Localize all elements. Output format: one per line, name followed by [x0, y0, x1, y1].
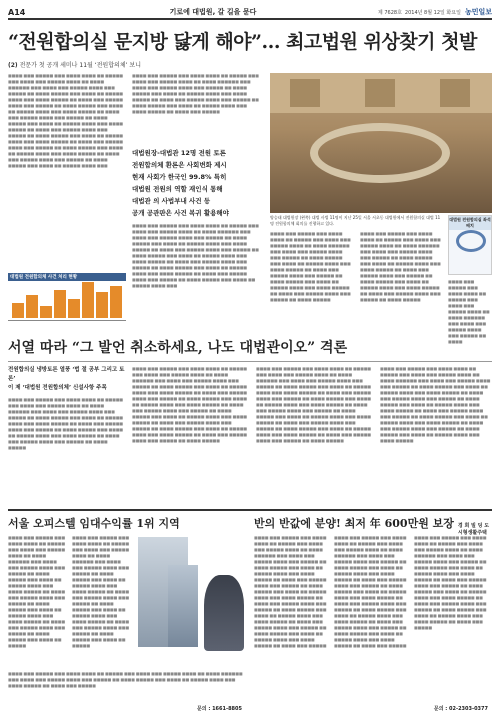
ad-left-footer-text: ■■■■ ■■■ ■■■■■ ■■■ ■■■■ ■■■■ ■■ ■■■■■ ■■■ ■■■■ ■■■ ■■■■■ ■■■■ ■■ ■■■■ ■■■■■■ ■■■ ■■■■ ■■■ ■■■■■ ■■■■ ■■■ ■■■■■ ■■ ■■■■ ■■■■■ ■■■ ■■■■ ■■ ■■■■■ ■■■■ ■■■ ■■■■ ■■■■■ ■■ ■■■■ ■■■ ■■■■■ [8, 671, 243, 688]
seating-diagram [448, 215, 492, 275]
photo-panel [440, 79, 470, 107]
main-headline: “전원합의실 문지방 닳게 해야”… 최고법원 위상찾기 첫발 [8, 31, 477, 53]
chart-bar [110, 286, 122, 318]
subhead-text: 전문가 첫 공개 세미나 11월 ‘전원합의체’ 보니 [19, 62, 142, 69]
ad-left [8, 515, 246, 715]
ad-model-photo [204, 575, 244, 651]
page-number: A14 [8, 7, 26, 17]
issue-number: 제 7628호 [377, 9, 402, 16]
pull-quote-line: 전원합의체 환론은 사회변화 제시 [132, 161, 227, 169]
ad-right-phone: 문의 : 02-2303-0377 [433, 706, 488, 712]
second-article-col-3: ■■■■ ■■■ ■■■■■ ■■■ ■■■■ ■■■■ ■■ ■■■■■ ■■■ ■■■■ ■■■ ■■■■■ ■■■■ ■■ ■■■■ ■■■■■■ ■■■ ■■■■ ■■■ ■■■■■ ■■■■ ■■■ ■■■■■ ■■ ■■■■ ■■■■■ ■■■ ■■■■ ■■ ■■■■■ ■■■■ ■■■ ■■■■ ■■■■■ ■■ ■■■■ ■■■ ■■■■■ ■■■■ ■■■ ■■■■■ ■■ ■■■■ ■■■■■ ■■■ ■■■■ ■■ ■■■■■ ■■■■ ■■■ ■■■■ ■■■■■ ■■ ■■■■ ■■■ ■■■■■ ■■■■ ■■■ ■■■■■ ■■ ■■■■ ■■■■■ ■■■ ■■■■ ■■ ■■■■■ ■■■■ ■■■ ■■■■ ■■■■■ ■■ ■■■■ ■■■ ■■■■■ ■■■■ ■■■ ■■■■■ ■■ ■■■■ ■■■■■ ■■■ ■■■■ ■■ ■■■■■ ■■■■ ■■■ ■■■■ ■■■■■ ■■ ■■■■ ■■■ ■■■■■ ■■■■ ■■■ ■■■■■ ■■ ■■■■ ■■■■■ [256, 366, 371, 443]
body-column-4: ■■■■ ■■■ ■■■■■ ■■■ ■■■■ ■■■■ ■■ ■■■■■ ■■■ ■■■■ ■■■ ■■■■■ ■■■■ ■■ ■■■■ ■■■■■■ ■■■ ■■■■ ■■■ ■■■■■ ■■■■ ■■■ ■■■■■ ■■ ■■■■ ■■■■■ ■■■ ■■■■ ■■ ■■■■■ ■■■■ ■■■ ■■■■ ■■■■■ ■■ ■■■■ ■■■ ■■■■■ ■■■■ ■■■ ■■■■■ ■■ ■■■■ ■■■■■ ■■■ ■■■■ ■■ ■■■■■ ■■■■ ■■■ ■■■■ ■■■■■ ■■ ■■■■ ■■■ ■■■■■ ■■■■ ■■■ ■■■■■ ■■ ■■■■ ■■■■■ [360, 231, 441, 302]
photo-round-table [310, 123, 450, 183]
pull-quote-line: 대법원장-대법관 12명 전원 토론 [132, 149, 226, 157]
chart-bars [8, 281, 126, 321]
ad-left-col-2: ■■■■ ■■■ ■■■■■ ■■■ ■■■■ ■■■■ ■■ ■■■■■ ■■■ ■■■■ ■■■ ■■■■■ ■■■■ ■■ ■■■■ ■■■■■■ ■■■ ■■■■ ■■■ ■■■■■ ■■■■ ■■■ ■■■■■ ■■ ■■■■ ■■■■■ ■■■ ■■■■ ■■ ■■■■■ ■■■■ ■■■ ■■■■ ■■■■■ ■■ ■■■■ ■■■ ■■■■■ ■■■■ ■■■ ■■■■■ ■■ ■■■■ ■■■■■ ■■■ ■■■■ ■■ ■■■■■ ■■■■ ■■■ ■■■■ ■■■■■ ■■ ■■■■ ■■■ ■■■■■ ■■■■ ■■■ ■■■■■ ■■ ■■■■ ■■■■■ ■■■ ■■■■ ■■ ■■■■■ [72, 535, 129, 648]
building-image-annex [168, 565, 198, 647]
page-header [8, 6, 492, 20]
body-column-1: ■■■■ ■■■ ■■■■■ ■■■ ■■■■ ■■■■ ■■ ■■■■■ ■■■ ■■■■ ■■■ ■■■■■ ■■■■ ■■ ■■■■ ■■■■■■ ■■■ ■■■■ ■■■ ■■■■■ ■■■■ ■■■ ■■■■■ ■■ ■■■■ ■■■■■ ■■■ ■■■■ ■■ ■■■■■ ■■■■ ■■■ ■■■■ ■■■■■ ■■ ■■■■ ■■■ ■■■■■ ■■■■ ■■■ ■■■■■ ■■ ■■■■ ■■■■■ ■■■ ■■■■ ■■ ■■■■■ ■■■■ ■■■ ■■■■ ■■■■■ ■■ ■■■■ ■■■ ■■■■■ ■■■■ ■■■ ■■■■■ ■■ ■■■■ ■■■■■ ■■■ ■■■■ ■■ ■■■■■ ■■■■ ■■■ ■■■■ ■■■■■ ■■ ■■■■ ■■■ ■■■■■ ■■■■ ■■■ ■■■■■ ■■ ■■■■ ■■■■■ ■■■ ■■■■ ■■ ■■■■■ ■■■■ ■■■ ■■■■ ■■■■■ ■■ ■■■■ ■■■ ■■■■■ ■■■■ ■■■ ■■■■■ ■■ ■■■■ ■■■■■ ■■■ ■■■■ ■■ ■■■■■ ■■■■ ■■■ ■■■■ ■■■■■ ■■ ■■■■ ■■■ ■■■■■ ■■■■ ■■■ ■■■■■ ■■ ■■■■ ■■■■■ ■■■ ■■■■ ■■ ■■■■■ ■■■■ ■■■ [8, 73, 123, 168]
photo-panel [290, 79, 320, 107]
body-column-5: ■■■■ ■■■ ■■■■■ ■■■ ■■■■ ■■■■ ■■ ■■■■■ ■■■ ■■■■ ■■■ ■■■■■ ■■■■ ■■ ■■■■ ■■■■■■ ■■■ ■■■■ ■■■ ■■■■■ ■■■■ ■■■ ■■■■■ ■■ ■■■■ [448, 279, 490, 344]
photo-caption: 양승태 대법원장 (왼쪽) 대법 사법 11명이 지난 25일 서울 서초동 대법원에서 전원합의실 대법 11명 전원합의체 회의를 진행하고 있다. [270, 215, 441, 226]
advertisement-section [8, 509, 492, 719]
body-column-2-bottom: ■■■■ ■■■ ■■■■■ ■■■ ■■■■ ■■■■ ■■ ■■■■■ ■■■ ■■■■ ■■■ ■■■■■ ■■■■ ■■ ■■■■ ■■■■■■ ■■■ ■■■■ ■■■ ■■■■■ ■■■■ ■■■ ■■■■■ ■■ ■■■■ ■■■■■ ■■■ ■■■■ ■■ ■■■■■ ■■■■ ■■■ ■■■■ ■■■■■ ■■ ■■■■ ■■■ ■■■■■ ■■■■ ■■■ ■■■■■ ■■ ■■■■ ■■■■■ ■■■ ■■■■ ■■ ■■■■■ ■■■■ ■■■ ■■■■ ■■■■■ ■■ ■■■■ ■■■ ■■■■■ ■■■■ ■■■ ■■■■■ ■■ ■■■■ ■■■■■ ■■■ ■■■■ ■■ ■■■■■ ■■■■ ■■■ ■■■■ ■■■■■ ■■ ■■■■ ■■■ ■■■■■ ■■■■ ■■■ ■■■■■ ■■ ■■■■ ■■■■■ ■■■ ■■■■ ■■ ■■■■■ ■■■■ ■■■ [132, 223, 259, 288]
ad-right-sub: 경 희 빌 딩 도시형생활주택 [457, 523, 490, 536]
pull-quote-line: 대법원 전원의 역할 재인식 통해 [132, 185, 223, 193]
courtroom-photo [270, 73, 492, 213]
chart-bar [40, 306, 52, 318]
ad-right-col-1: ■■■■ ■■■ ■■■■■ ■■■ ■■■■ ■■■■ ■■ ■■■■■ ■■■ ■■■■ ■■■ ■■■■■ ■■■■ ■■ ■■■■ ■■■■■■ ■■■ ■■■■ ■■■ ■■■■■ ■■■■ ■■■ ■■■■■ ■■ ■■■■ ■■■■■ ■■■ ■■■■ ■■ ■■■■■ ■■■■ ■■■ ■■■■ ■■■■■ ■■ ■■■■ ■■■ ■■■■■ ■■■■ ■■■ ■■■■■ ■■ ■■■■ ■■■■■ ■■■ ■■■■ ■■ ■■■■■ ■■■■ ■■■ ■■■■ ■■■■■ ■■ ■■■■ ■■■ ■■■■■ ■■■■ ■■■ ■■■■■ ■■ ■■■■ ■■■■■ ■■■ ■■■■ ■■ ■■■■■ ■■■■ ■■■ ■■■■ ■■■■■ ■■ ■■■■ ■■■ ■■■■■ ■■■■ ■■■ ■■■■■ ■■ ■■■■ ■■■■■ ■■■ ■■■■ ■■ ■■■■■ ■■■■ ■■■ ■■■■ ■■■■■ ■■ ■■■■ ■■■ ■■■■■ [254, 535, 327, 648]
chart-bar [96, 292, 108, 318]
chart [8, 273, 126, 331]
pull-quote [132, 147, 262, 219]
ad-right [254, 515, 492, 715]
second-article-body [8, 361, 492, 501]
second-article-col-4: ■■■■ ■■■ ■■■■■ ■■■ ■■■■ ■■■■ ■■ ■■■■■ ■■■ ■■■■ ■■■ ■■■■■ ■■■■ ■■ ■■■■ ■■■■■■ ■■■ ■■■■ ■■■ ■■■■■ ■■■■ ■■■ ■■■■■ ■■ ■■■■ ■■■■■ ■■■ ■■■■ ■■ ■■■■■ ■■■■ ■■■ ■■■■ ■■■■■ ■■ ■■■■ ■■■ ■■■■■ ■■■■ ■■■ ■■■■■ ■■ ■■■■ ■■■■■ ■■■ ■■■■ ■■ ■■■■■ ■■■■ ■■■ ■■■■ ■■■■■ ■■ ■■■■ ■■■ ■■■■■ ■■■■ ■■■ ■■■■■ ■■ ■■■■ ■■■■■ ■■■ ■■■■ ■■ ■■■■■ ■■■■ ■■■ ■■■■ ■■■■■ ■■ ■■■■ ■■■ ■■■■■ ■■■■ ■■■ ■■■■■ ■■ ■■■■ ■■■■■ ■■■ ■■■■ ■■ ■■■■■ ■■■■ ■■■ ■■■■ ■■■■■ [380, 366, 491, 443]
ad-right-title: 반의 반값에 분양! 최저 年 600만원 보장 [254, 517, 454, 530]
issue-date: 2014년 8월 12일 화요일 [404, 9, 461, 16]
ad-left-col-1: ■■■■ ■■■ ■■■■■ ■■■ ■■■■ ■■■■ ■■ ■■■■■ ■■■ ■■■■ ■■■ ■■■■■ ■■■■ ■■ ■■■■ ■■■■■■ ■■■ ■■■■ ■■■ ■■■■■ ■■■■ ■■■ ■■■■■ ■■ ■■■■ ■■■■■ ■■■ ■■■■ ■■ ■■■■■ ■■■■ ■■■ ■■■■ ■■■■■ ■■ ■■■■ ■■■ ■■■■■ ■■■■ ■■■ ■■■■■ ■■ ■■■■ ■■■■■ ■■■ ■■■■ ■■ ■■■■■ ■■■■ ■■■ ■■■■ ■■■■■ ■■ ■■■■ ■■■ ■■■■■ ■■■■ ■■■ ■■■■■ ■■ ■■■■ ■■■■■ ■■■ ■■■■ ■■ ■■■■■ [8, 535, 65, 648]
chart-bar [82, 282, 94, 318]
main-article-body [8, 73, 492, 344]
second-article-lead: 전원합의실 냉방토론 열풍 ‘법 절 공부 그리고 토론’ [8, 367, 125, 382]
chart-bar [12, 303, 24, 318]
newspaper-brand: 농민일보 [464, 8, 492, 16]
chart-title: 대법원 전원합의체 사건 처리 현황 [8, 273, 126, 281]
second-headline: 서열 따라 “그 발언 취소하세요, 나도 대법관이오” 격론 [8, 340, 348, 356]
ad-left-title: 서울 오피스텔 임대수익률 1위 지역 [8, 517, 180, 530]
chart-bar [54, 290, 66, 318]
section-title: 기로에 대법원, 갈 길을 묻다 [169, 8, 257, 16]
ad-right-col-2: ■■■■ ■■■ ■■■■■ ■■■ ■■■■ ■■■■ ■■ ■■■■■ ■■■ ■■■■ ■■■ ■■■■■ ■■■■ ■■ ■■■■ ■■■■■■ ■■■ ■■■■ ■■■ ■■■■■ ■■■■ ■■■ ■■■■■ ■■ ■■■■ ■■■■■ ■■■ ■■■■ ■■ ■■■■■ ■■■■ ■■■ ■■■■ ■■■■■ ■■ ■■■■ ■■■ ■■■■■ ■■■■ ■■■ ■■■■■ ■■ ■■■■ ■■■■■ ■■■ ■■■■ ■■ ■■■■■ ■■■■ ■■■ ■■■■ ■■■■■ ■■ ■■■■ ■■■ ■■■■■ ■■■■ ■■■ ■■■■■ ■■ ■■■■ ■■■■■ ■■■ ■■■■ ■■ ■■■■■ ■■■■ ■■■ ■■■■ ■■■■■ ■■ ■■■■ ■■■ ■■■■■ ■■■■ ■■■ ■■■■■ ■■ ■■■■ ■■■■■ ■■■ ■■■■ ■■ ■■■■■ ■■■■ ■■■ ■■■■ ■■■■■ ■■ ■■■■ ■■■ ■■■■■ [334, 535, 407, 648]
seating-ring [456, 230, 486, 252]
pull-quote-line: 대법관 의 사법부내 사건 등 [132, 197, 211, 205]
chart-bar [26, 295, 38, 318]
subhead-number: (2) [8, 62, 18, 69]
main-subhead [8, 60, 492, 69]
body-column-3: ■■■■ ■■■ ■■■■■ ■■■ ■■■■ ■■■■ ■■ ■■■■■ ■■■ ■■■■ ■■■ ■■■■■ ■■■■ ■■ ■■■■ ■■■■■■ ■■■ ■■■■ ■■■ ■■■■■ ■■■■ ■■■ ■■■■■ ■■ ■■■■ ■■■■■ ■■■ ■■■■ ■■ ■■■■■ ■■■■ ■■■ ■■■■ ■■■■■ ■■ ■■■■ ■■■ ■■■■■ ■■■■ ■■■ ■■■■■ ■■ ■■■■ ■■■■■ ■■■ ■■■■ ■■ ■■■■■ ■■■■ ■■■ ■■■■ ■■■■■ ■■ ■■■■ ■■■ ■■■■■ ■■■■ ■■■ ■■■■■ ■■ ■■■■ ■■■■■ [270, 231, 351, 302]
ad-right-col-3: ■■■■ ■■■ ■■■■■ ■■■ ■■■■ ■■■■ ■■ ■■■■■ ■■■ ■■■■ ■■■ ■■■■■ ■■■■ ■■ ■■■■ ■■■■■■ ■■■ ■■■■ ■■■ ■■■■■ ■■■■ ■■■ ■■■■■ ■■ ■■■■ ■■■■■ ■■■ ■■■■ ■■ ■■■■■ ■■■■ ■■■ ■■■■ ■■■■■ ■■ ■■■■ ■■■ ■■■■■ ■■■■ ■■■ ■■■■■ ■■ ■■■■ ■■■■■ ■■■ ■■■■ ■■ ■■■■■ ■■■■ ■■■ ■■■■ ■■■■■ ■■ ■■■■ ■■■ ■■■■■ ■■■■ ■■■ ■■■■■ ■■ ■■■■ ■■■■■ ■■■ ■■■■ ■■ ■■■■■ ■■■■ ■■■ ■■■■ ■■■■■ ■■ ■■■■ ■■■ ■■■■■ [414, 535, 487, 630]
pull-quote-line: 공개 공관판은 사건 복귀 활용해야 [132, 209, 229, 217]
photo-panel [365, 79, 395, 107]
ad-left-phone: 문의 : 1661-8805 [196, 706, 242, 712]
body-column-2-top: ■■■■ ■■■ ■■■■■ ■■■ ■■■■ ■■■■ ■■ ■■■■■ ■■■ ■■■■ ■■■ ■■■■■ ■■■■ ■■ ■■■■ ■■■■■■ ■■■ ■■■■ ■■■ ■■■■■ ■■■■ ■■■ ■■■■■ ■■ ■■■■ ■■■■■ ■■■ ■■■■ ■■ ■■■■■ ■■■■ ■■■ ■■■■ ■■■■■ ■■ ■■■■ ■■■ ■■■■■ ■■■■ ■■■ ■■■■■ ■■ ■■■■ ■■■■■ ■■■ ■■■■ ■■ ■■■■■ ■■■■ ■■■ ■■■■ ■■■■■ ■■ ■■■■ ■■■ ■■■■■ [132, 73, 259, 114]
ad-right-heading [254, 515, 492, 536]
second-article-col-1: ■■■■ ■■■ ■■■■■ ■■■ ■■■■ ■■■■ ■■ ■■■■■ ■■■ ■■■■ ■■■ ■■■■■ ■■■■ ■■ ■■■■ ■■■■■■ ■■■ ■■■■ ■■■ ■■■■■ ■■■■ ■■■ ■■■■■ ■■ ■■■■ ■■■■■ ■■■ ■■■■ ■■ ■■■■■ ■■■■ ■■■ ■■■■ ■■■■■ ■■ ■■■■ ■■■ ■■■■■ ■■■■ ■■■ ■■■■■ ■■ ■■■■ ■■■■■ ■■■ ■■■■ ■■ ■■■■■ ■■■■ ■■■ ■■■■ ■■■■■ ■■ ■■■■ ■■■ ■■■■■ ■■■■ ■■■ ■■■■■ ■■ ■■■■ ■■■■■ [8, 397, 123, 450]
second-article-lead-2: 이 제 ‘대법원 전원합의체’ 신설사항 주목 [8, 385, 107, 391]
seating-diagram-title: 대법원 전원합의실 좌석 배치 [449, 217, 491, 228]
second-article-col-2: ■■■■ ■■■ ■■■■■ ■■■ ■■■■ ■■■■ ■■ ■■■■■ ■■■ ■■■■ ■■■ ■■■■■ ■■■■ ■■ ■■■■ ■■■■■■ ■■■ ■■■■ ■■■ ■■■■■ ■■■■ ■■■ ■■■■■ ■■ ■■■■ ■■■■■ ■■■ ■■■■ ■■ ■■■■■ ■■■■ ■■■ ■■■■ ■■■■■ ■■ ■■■■ ■■■ ■■■■■ ■■■■ ■■■ ■■■■■ ■■ ■■■■ ■■■■■ ■■■ ■■■■ ■■ ■■■■■ ■■■■ ■■■ ■■■■ ■■■■■ ■■ ■■■■ ■■■ ■■■■■ ■■■■ ■■■ ■■■■■ ■■ ■■■■ ■■■■■ ■■■ ■■■■ ■■ ■■■■■ ■■■■ ■■■ ■■■■ ■■■■■ ■■ ■■■■ ■■■ ■■■■■ ■■■■ ■■■ ■■■■■ ■■ ■■■■ ■■■■■ ■■■ ■■■■ ■■ ■■■■■ ■■■■ ■■■ ■■■■ ■■■■■ ■■ ■■■■ ■■■ ■■■■■ ■■■■ ■■■ ■■■■■ ■■ ■■■■ ■■■■■ [132, 366, 247, 443]
second-article-lead-box [8, 366, 126, 497]
chart-bar [68, 299, 80, 318]
pull-quote-line: 현재 사회가 한국인 99.8% 특히 [132, 173, 227, 181]
